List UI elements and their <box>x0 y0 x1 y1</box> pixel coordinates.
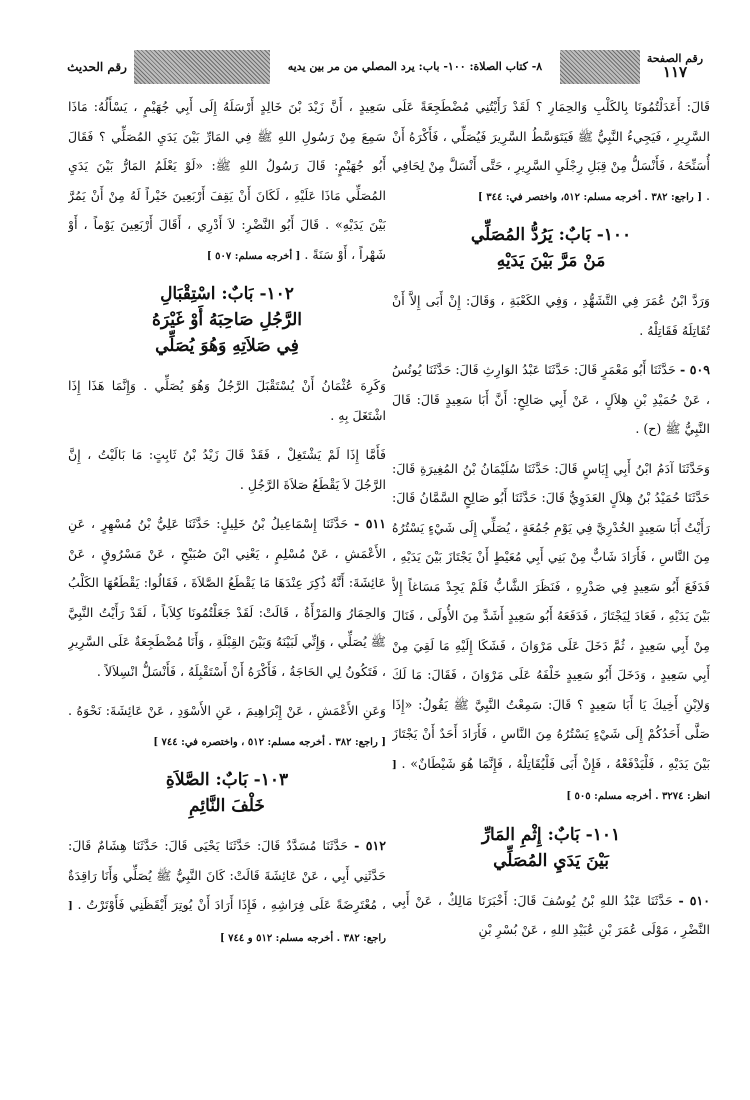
running-title: ٨- كتاب الصلاة: ١٠٠- باب: يرد المصلي من مر بين يديه <box>270 50 560 84</box>
paragraph: سَعِيدٍ ، أَنَّ زَيْدَ بْنَ خَالِدٍ أَرْسَلَهُ إِلَى أَبِي جُهَيْمٍ ، يَسْأَلُهُ: مَاذَا سَمِعَ مِنْ رَسُولِ اللهِ ﷺ فِي المَارِّ بَيْنَ يَدَيِ المُصَلِّي ؟ فَقَالَ أَبُو جُهَيْمٍ: قَالَ رَسُولُ اللهِ ﷺ: «لَوْ يَعْلَمُ المَارُّ بَيْنَ يَدَيِ المُصَلِّي مَاذَا عَلَيْهِ ، لَكَانَ أَنْ يَقِفَ أَرْبَعِينَ خَيْراً لَهُ مِنْ أَنْ يَمُرَّ بَيْنَ يَدَيْهِ» . قَالَ أَبُو النَّضْرِ: لاَ أَدْرِي ، أَقَالَ أَرْبَعِينَ يَوْماً ، أَوْ شَهْراً ، أَوْ سَنَةً . [ أخرجه مسلم: ٥٠٧ ] <box>68 99 386 262</box>
hadith-number: ٥١٢ - <box>354 838 386 853</box>
hadith-number-box <box>60 50 134 84</box>
reference: [ انظر: ٣٢٧٤ . أخرجه مسلم: ٥٠٥ ] <box>392 759 710 802</box>
hadith-512: ٥١٢ - حَدَّثَنَا مُسَدَّدٌ قَالَ: حَدَّثَنَا يَحْيَى قَالَ: حَدَّثَنَا هِشَامٌ قَالَ: حَدَّثَنِي أَبِي ، عَنْ عَائِشَةَ قَالَتْ: كَانَ النَّبِيُّ ﷺ يُصَلِّي وَأَنَا رَاقِدَةٌ ، مُعْتَرِضَةً عَلَى فِرَاشِهِ ، فَإِذَا أَرَادَ أَنْ يُوتِرَ أَيْقَظَنِي فَأَوْتَرْتُ . [ راجع: ٣٨٢ . أخرجه مسلم: ٥١٢ و ٧٤٤ ] <box>68 838 386 944</box>
hadith-number: ٥١١ - <box>354 516 386 531</box>
chapter-heading-100: ١٠٠- بَابٌ: يَرُدُّ المُصَلِّي مَنْ مَرَّ بَيْنَ يَدَيْهِ <box>470 225 632 271</box>
hadith-number: ٥٠٩ - <box>679 362 710 377</box>
paragraph: وَحَدَّثَنَا آدَمُ ابْنُ أَبِي إِيَاسٍ قَالَ: حَدَّثَنَا سُلَيْمَانُ بْنُ المُغِيرَةِ قَالَ: حَدَّثَنَا حُمَيْدُ بْنُ هِلاَلٍ العَدَوِيُّ قَالَ: حَدَّثَنَا أَبُو صَالِحٍ السَّمَّانُ قَالَ: رَأَيْتُ أَبَا سَعِيدٍ الخُدْرِيَّ فِي يَوْمِ جُمُعَةٍ ، يُصَلِّي إِلَى شَيْءٍ يَسْتُرُهُ مِنَ النَّاسِ ، فَأَرَادَ شَابٌّ مِنْ بَنِي أَبِي مُعَيْطٍ أَنْ يَجْتَازَ بَيْنَ يَدَيْهِ ، فَدَفَعَ أَبُو سَعِيدٍ فِي صَدْرِهِ ، فَنَظَرَ الشَّابُّ فَلَمْ يَجِدْ مَسَاغاً إِلاَّ بَيْنَ يَدَيْهِ ، فَعَادَ لِيَجْتَازَ ، فَدَفَعَهُ أَبُو سَعِيدٍ أَشَدَّ مِنَ الأُولَى ، فَنَالَ مِنْ أَبِي سَعِيدٍ ، ثُمَّ دَخَلَ عَلَى مَرْوَانَ ، فَشَكَا إِلَيْهِ مَا لَقِيَ مِنْ أَبِي سَعِيدٍ ، وَدَخَلَ أَبُو سَعِيدٍ خَلْفَهُ عَلَى مَرْوَانَ ، فَقَالَ: مَا لَكَ وَلاِبْنِ أَخِيكَ يَا أَبَا سَعِيدٍ ؟ قَالَ: سَمِعْتُ النَّبِيَّ ﷺ يَقُولُ: «إِذَا صَلَّى أَحَدُكُمْ إِلَى شَيْءٍ يَسْتُرُهُ مِنَ النَّاسِ ، فَأَرَادَ أَحَدٌ أَنْ يَجْتَازَ بَيْنَ يَدَيْهِ ، فَلْيَدْفَعْهُ ، فَإِنْ أَبَى فَلْيُقَاتِلْهُ ، فَإِنَّمَا هُوَ شَيْطَانٌ» . [ انظر: ٣٢٧٤ . أخرجه مسلم: ٥٠٥ ] <box>392 460 710 802</box>
paragraph: فَأَمَّا إِذَا لَمْ يَشْتَغِلْ ، فَقَدْ قَالَ زَيْدُ بْنُ ثَابِتٍ: مَا بَالَيْتُ ، إِنَّ الرَّجُلَ لاَ يَقْطَعُ صَلاَةَ الرَّجُلِ . <box>68 447 386 492</box>
left-column <box>68 92 386 1092</box>
hadith-509: ٥٠٩ - حَدَّثَنَا أَبُو مَعْمَرٍ قَالَ: حَدَّثَنَا عَبْدُ الوَارِثِ قَالَ: حَدَّثَنَا يُونُسُ ، عَنْ حُمَيْدِ بْنِ هِلاَلٍ ، عَنْ أَبِي صَالِحٍ: أَنَّ أَبَا سَعِيدٍ قَالَ: قَالَ النَّبِيُّ ﷺ (ح) . <box>392 362 710 436</box>
page-number-label: رقم الصفحة <box>646 52 704 65</box>
hadith-510: ٥١٠ - حَدَّثَنَا عَبْدُ اللهِ بْنُ يُوسُفَ قَالَ: أَخْبَرَنَا مَالِكٌ ، عَنْ أَبِي النَّضْرِ ، مَوْلَى عُمَرَ بْنِ عُبَيْدِ اللهِ ، عَنْ بُسْرِ بْنِ <box>392 892 710 937</box>
paragraph: وَرَدَّ ابْنُ عُمَرَ فِي التَّشَهُّدِ ، وَفِي الكَعْبَةِ ، وَقَالَ: إِنْ أَبَى إِلاَّ أَنْ تُقَاتِلَهُ فَقَاتِلْهُ . <box>392 293 710 338</box>
chapter-heading-103: ١٠٣- بَابٌ: الصَّلاَةِ خَلْفَ النَّائِمِ <box>165 770 289 816</box>
reference: [ راجع: ٣٨٢ . أخرجه مسلم: ٥١٢ و ٧٤٤ ] <box>68 901 386 944</box>
paragraph: وَعَنِ الأَعْمَشِ ، عَنْ إِبْرَاهِيمَ ، عَنِ الأَسْوَدِ ، عَنْ عَائِشَةَ: نَحْوَهُ . [ راجع: ٣٨٢ . أخرجه مسلم: ٥١٢ ، واختصره في: ٧٤٤ ] <box>68 703 386 748</box>
page-number-box <box>640 50 710 84</box>
hadith-number: ٥١٠ - <box>678 892 710 908</box>
chapter-heading-102: ١٠٢- بَابٌ: اسْتِقْبَالِ الرَّجُلِ صَاحِبَهُ أَوْ غَيْرَهُ فِي صَلاَتِهِ وَهُوَ يُصَلِّي <box>151 284 303 356</box>
reference: [ أخرجه مسلم: ٥٠٧ ] <box>206 250 301 262</box>
chapter-heading-101: ١٠١- بَابٌ: إِثْمِ المَارِّ بَيْنَ يَدَيِ المُصَلِّي <box>481 824 621 871</box>
reference: [ راجع: ٣٨٢ . أخرجه مسلم: ٥١٢ ، واختصره في: ٧٤٤ ] <box>153 736 386 748</box>
hadith-511: ٥١١ - حَدَّثَنَا إِسْمَاعِيلُ بْنُ خَلِيلٍ: حَدَّثَنَا عَلِيُّ بْنُ مُسْهِرٍ ، عَنِ الأَعْمَشِ ، عَنْ مُسْلِمٍ ، يَعْنِي ابْنَ صُبَيْحٍ ، عَنْ مَسْرُوقٍ ، عَنْ عَائِشَةَ: أَنَّهُ ذُكِرَ عِنْدَهَا مَا يَقْطَعُ الصَّلاَةَ ، فَقَالُوا: يَقْطَعُهَا الكَلْبُ وَالحِمَارُ وَالمَرْأَةُ ، قَالَتْ: لَقَدْ جَعَلْتُمُونَا كِلاَباً ، لَقَدْ رَأَيْتُ النَّبِيَّ ﷺ يُصَلِّي ، وَإِنِّي لَبَيْنَهُ وَبَيْنَ القِبْلَةِ ، وَأَنَا مُضْطَجِعَةٌ عَلَى السَّرِيرِ ، فَتَكُونُ لِي الحَاجَةُ ، فَأَكْرَهُ أَنْ أَسْتَقْبِلَهُ ، فَأَنْسَلُّ انْسِلاَلاً . <box>68 516 386 679</box>
paragraph: قَالَ: أَعَدَلْتُمُونَا بِالكَلْبِ وَالحِمَارِ ؟ لَقَدْ رَأَيْتُنِي مُضْطَجِعَةً عَلَى السَّرِيرِ ، فَيَجِيءُ النَّبِيُّ ﷺ فَيَتَوَسَّطُ السَّرِيرَ فَيُصَلِّي ، فَأَكْرَهُ أَنْ أُسَنِّحَهُ ، فَأَنْسَلُّ مِنْ قِبَلِ رِجْلَيِ السَّرِيرِ ، حَتَّى أَنْسَلَّ مِنْ لِحَافِي . [ راجع: ٣٨٢ . أخرجه مسلم: ٥١٢، واختصر في: ٣٤٤ ] <box>392 99 710 203</box>
right-column <box>392 92 710 1092</box>
hadith-number-label: رقم الحديث <box>67 60 127 74</box>
page-number: ١١٧ <box>662 63 688 81</box>
paragraph: وَكَرِهَ عُثْمَانُ أَنْ يُسْتَقْبَلَ الرَّجُلُ وَهُوَ يُصَلِّي . وَإِنَّمَا هَذَا إِذَا اشْتَغَلَ بِهِ . <box>68 378 386 423</box>
page-header <box>60 50 710 84</box>
reference: [ راجع: ٣٨٢ . أخرجه مسلم: ٥١٢، واختصر في: ٣٤٤ ] <box>478 191 702 203</box>
